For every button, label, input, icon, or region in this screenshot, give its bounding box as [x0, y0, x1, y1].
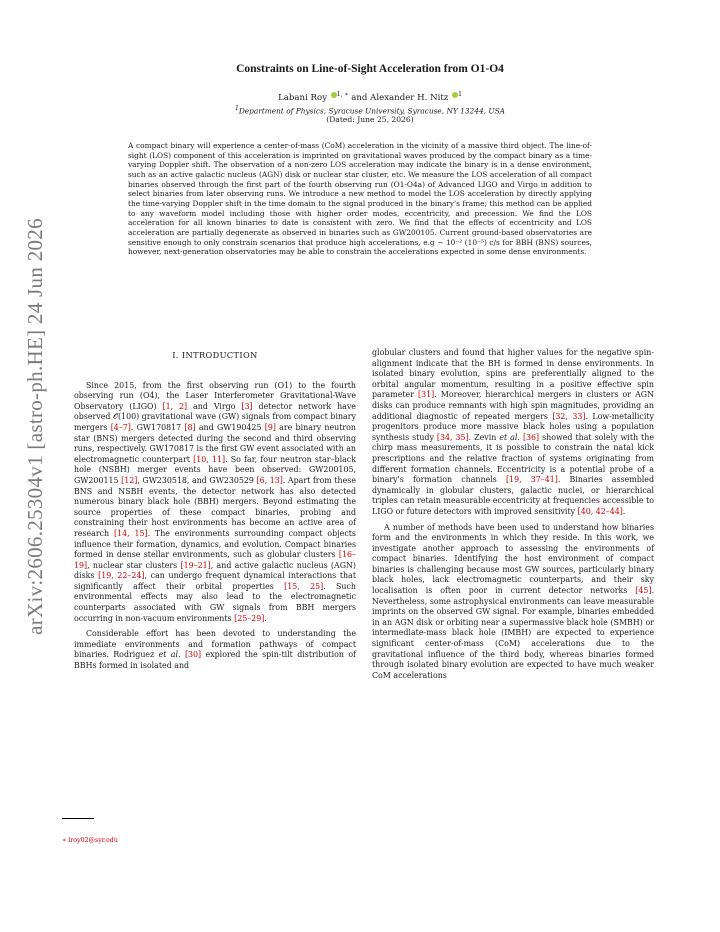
- arxiv-identifier: arXiv:2606.25304v1 [astro-ph.HE] 24 Jun 2026: [22, 217, 47, 635]
- citation-link[interactable]: [1, 2]: [162, 401, 188, 411]
- citation-link[interactable]: [19–21]: [180, 560, 211, 570]
- citation-link[interactable]: [36]: [522, 432, 540, 442]
- author-name: Labani Roy: [278, 92, 328, 103]
- citation-link[interactable]: [25–29]: [234, 613, 265, 623]
- section-heading: I. INTRODUCTION: [172, 350, 258, 360]
- italic-text: et al.: [158, 650, 181, 660]
- citation-link[interactable]: [30]: [184, 650, 202, 660]
- italic-text: et al.: [499, 432, 520, 442]
- author-conjunction: and: [351, 92, 368, 103]
- citation-link[interactable]: [16–19]: [74, 550, 356, 570]
- citation-link[interactable]: [15, 25]: [284, 581, 324, 591]
- paper-title: Constraints on Line-of-Sight Acceleration from O1-O4: [236, 63, 504, 75]
- affiliation: [100, 105, 640, 115]
- citation-link[interactable]: [32, 33]: [552, 411, 586, 421]
- citation-link[interactable]: [10, 11]: [193, 454, 226, 464]
- citation-link[interactable]: [3]: [241, 401, 253, 411]
- citation-link[interactable]: [6, 13]: [256, 475, 283, 485]
- citation-link[interactable]: [14, 15]: [113, 528, 148, 538]
- paragraph: A number of methods have been used to understand how binaries form and the environments in which they reside. In this work, we investigate another approach to assessing the environments of compact binaries. Identifying the host environment of compact binaries is challenging because most GW sources, particularly binary black holes, lack electromagnetic counterparts, and their sky localisation is often poor in current detector networks [45]. Nevertheless, some astrophysical environments can leave measurable imprints on the observed GW signal. For example, binaries embedded in an AGN disk or orbiting near a supermassive black hole (SMBH) or intermediate-mass black hole (IMBH) are expected to experience significant center-of-mass (CoM) accelerations due to the gravitational influence of the third body, whereas binaries formed through isolated binary evolution are expected to have much weaker CoM accelerations: [372, 522, 654, 680]
- citation-link[interactable]: [12]: [121, 475, 138, 485]
- citation-link[interactable]: [8]: [184, 422, 196, 432]
- citation-link[interactable]: [19, 37–41]: [505, 475, 558, 485]
- paragraph: globular clusters and found that higher values for the negative spin-alignment indicate that the BH is formed in dense environments. In isolated binary evolution, spins are preferentially aligned to the orbital angular momentum, resulting in a positive effective spin parameter [31]. Moreover, hierarchical mergers in clusters or AGN disks can produce remnants with high spin magnitudes, providing an additional diagnostic of repeated mergers [32, 33]. Low-metallicity progenitors produce more massive black holes using a population synthesis study [34, 35]. Zevin et al. [36] showed that solely with the chirp mass measurements, it is possible to constrain the natal kick prescriptions and the relative fraction of systems originating from different formation channels. Eccentricity is a potential probe of a binary's formation channels [19, 37–41]. Binaries assembled dynamically in globular clusters, galactic nuclei, or hierarchical triples can retain measurable eccentricity at frequencies accessible to LIGO or future detectors with improved sensitivity [40, 42–44].: [372, 348, 655, 516]
- footnote-rule: [62, 818, 94, 819]
- citation-link[interactable]: [19, 22–24]: [98, 571, 145, 581]
- citation-link[interactable]: [40, 42–44]: [577, 506, 623, 516]
- citation-link[interactable]: [34, 35]: [436, 432, 469, 442]
- affiliation-mark: 1: [235, 104, 239, 112]
- citation-link[interactable]: [31]: [418, 390, 435, 400]
- abstract: A compact binary will experience a center-of-mass (CoM) acceleration in the vicinity of a massive third object. The line-of-sight (LOS) component of this acceleration is imprinted on gravitational waves produced by the compact binary as a time-varying Doppler shift. The observation of a non-zero LOS acceleration may indicate the binary is in a dense environment, such as an active galactic nucleus (AGN) disk or nuclear star cluster, etc. We measure the LOS acceleration of all compact binaries observed through the first part of the fourth observing run (O1-O4a) of Advanced LIGO and Virgo in addition to select binaries from later observing runs. We introduce a new method to model the LOS acceleration by directly applying the time-varying Doppler shift in the time domain to the signal produced in the binary's frame; this method can be applied to any waveform model including those with higher order modes, eccentricity, and precession. We find the LOS acceleration for all known binaries to date is consistent with zero. We find that the effects of eccentricity and LOS acceleration are partially degenerate as observed in binaries such as GW200105. Current ground-based observatories are sensitive enough to only constrain scenarios that produce high accelerations, e.g ∼ 10⁻² (10⁻⁵) c/s for BBH (BNS) sources, however, next-generation observatories may be able to constrain the accelerations expected in some dense environments.: [128, 141, 592, 257]
- citation-link[interactable]: [4–7]: [110, 422, 131, 432]
- author-line: [100, 91, 640, 103]
- dated-line: (Dated: June 25, 2026): [326, 115, 414, 125]
- citation-link[interactable]: [9]: [264, 422, 276, 432]
- paper-header: [100, 63, 640, 124]
- paragraph: Considerable effort has been devoted to understanding the immediate environments and formation pathways of compact binaries. Rodriguez et al. [30] explored the spin-tilt distribution of BBHs formed in isolated and: [74, 629, 356, 671]
- author-name: Alexander H. Nitz: [370, 92, 449, 103]
- author-affiliation-mark: 1: [458, 91, 462, 98]
- left-column: [74, 348, 356, 672]
- author-affiliation-mark: 1, ∗: [336, 91, 349, 98]
- paragraph: Since 2015, from the first observing run (O1) to the fourth observing run (O4), the Laser Interferometer Gravitational-Wave Observatory (LIGO) [1, 2] and Virgo [3] detector network have observed 𝒪(100) gravitational wave (GW) signals from compact binary mergers [4–7]. GW170817 [8] and GW190425 [9] are binary neutron star (BNS) mergers detected during the second and third observing runs, respectively. GW170817 is the first GW event associated with an electromagnetic counterpart [10, 11]. So far, four neutron star–black hole (NSBH) merger events have been observed: GW200105, GW200115 [12], GW230518, and GW230529 [6, 13]. Apart from these BNS and NSBH events, the detector network has also detected numerous binary black hole (BBH) mergers. Beyond estimating the source properties of these compact binaries, probing and constraining their host environments has become an active area of research [14, 15]. The environments surrounding compact objects influence their formation, dynamics, and evolution. Compact binaries formed in dense stellar environments, such as globular clusters [16–19], nuclear star clusters [19–21], and active galactic nucleus (AGN) disks [19, 22–24], can undergo frequent dynamical interactions that significantly affect their orbital properties [15, 25]. Such environmental effects may also lead to the electromagnetic counterparts associated with GW signals from BBH mergers occurring in non-vacuum environments [25–29].: [74, 380, 357, 623]
- right-column: [372, 348, 654, 681]
- affiliation-text: Department of Physics, Syracuse University, Syracuse, NY 13244, USA: [238, 106, 505, 116]
- citation-link[interactable]: [45]: [635, 586, 652, 596]
- arxiv-sidebar-stamp: [8, 176, 62, 676]
- footnote-email-link[interactable]: ∗ lroy02@syr.edu: [62, 837, 118, 844]
